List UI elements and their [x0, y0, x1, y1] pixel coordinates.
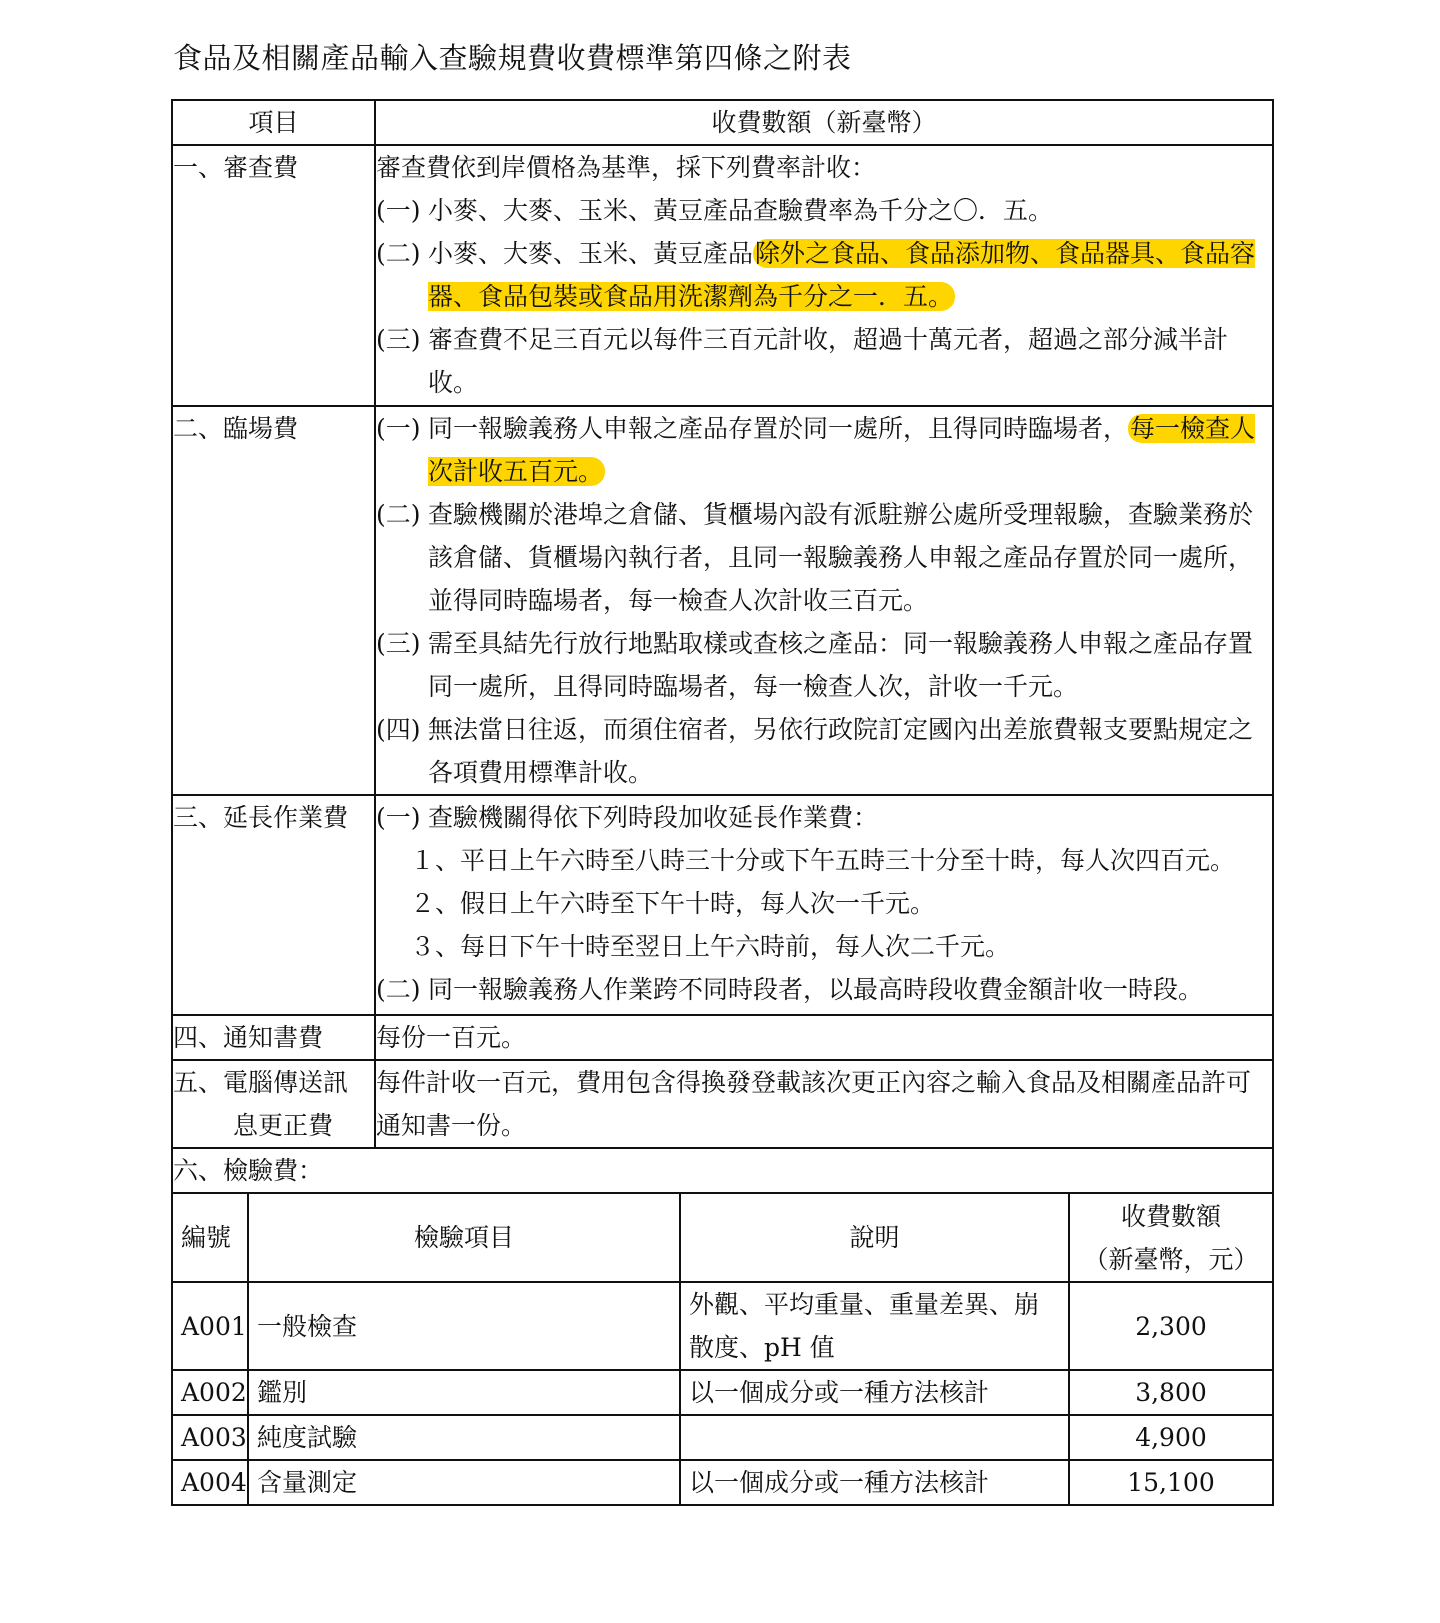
header-item: 項目 [172, 100, 375, 145]
row-fee: 2,300 [1069, 1282, 1272, 1370]
row-item: 純度試驗 [248, 1415, 680, 1460]
inspection-header-row [173, 1194, 1272, 1282]
section-label: 三、延長作業費 [172, 795, 375, 1015]
row-code: A004 [173, 1460, 248, 1504]
header-fee: 收費數額（新臺幣） [375, 100, 1273, 145]
section-notice-fee [172, 1015, 1273, 1060]
row-item: 鑑別 [248, 1370, 680, 1415]
list-item [376, 968, 1272, 1011]
table-row [173, 1415, 1272, 1460]
section-intro: 審查費依到岸價格為基準，採下列費率計收： [376, 153, 877, 182]
row-fee: 15,100 [1069, 1460, 1272, 1504]
inspection-table-row [172, 1193, 1273, 1505]
item-number: (四) [376, 715, 421, 744]
row-desc: 外觀、平均重量、重量差異、崩散度、pH 值 [680, 1282, 1069, 1370]
header-fee-unit: （新臺幣，元） [1083, 1244, 1259, 1274]
sub-item: １、平日上午六時至八時三十分或下午五時三十分至十時，每人次四百元。 [410, 846, 1236, 875]
header-item: 檢驗項目 [248, 1194, 680, 1282]
sub-item: ３、每日下午十時至翌日上午六時前，每人次二千元。 [410, 932, 1011, 961]
item-number: (二) [376, 239, 421, 268]
list-item [376, 407, 1272, 493]
section-text: 每份一百元。 [375, 1015, 1273, 1060]
section-inspection-fee [172, 1148, 1273, 1193]
item-text: 審查費不足三百元以每件三百元計收，超過十萬元者，超過之部分減半計收。 [428, 325, 1229, 397]
row-item: 一般檢查 [248, 1282, 680, 1370]
list-item [376, 318, 1272, 404]
row-fee: 3,800 [1069, 1370, 1272, 1415]
section-label: 二、臨場費 [172, 406, 375, 795]
item-text: 同一報驗義務人作業跨不同時段者，以最高時段收費金額計收一時段。 [428, 975, 1204, 1004]
item-text: 查驗機關於港埠之倉儲、貨櫃場內設有派駐辦公處所受理報驗，查驗業務於該倉儲、貨櫃場內執行者，且同一報驗義務人申報之產品存置於同一處所，並得同時臨場者，每一檢查人次計收三百元。 [428, 500, 1254, 615]
inspection-table [173, 1194, 1272, 1504]
item-text: 小麥、大麥、玉米、黃豆產品查驗費率為千分之〇．五。 [428, 196, 1054, 225]
highlighted-text: 每一檢查人次計收五百元。 [428, 414, 1256, 486]
list-item [376, 189, 1272, 232]
list-item [376, 796, 1272, 839]
table-row [173, 1460, 1272, 1504]
document-title: 食品及相關產品輸入查驗規費收費標準第四條之附表 [173, 41, 852, 75]
section-review-fee [172, 145, 1273, 406]
item-text: 小麥、大麥、玉米、黃豆產品 [428, 239, 754, 268]
section-label-cont: 息更正費 [233, 1111, 334, 1140]
section-onsite-fee [172, 406, 1273, 795]
list-item [376, 622, 1272, 708]
item-number: (二) [376, 500, 421, 529]
item-text: 查驗機關得依下列時段加收延長作業費： [428, 803, 879, 832]
item-number: (二) [376, 975, 421, 1004]
header-code: 編號 [173, 1194, 248, 1282]
row-code: A003 [173, 1415, 248, 1460]
row-code: A001 [173, 1282, 248, 1370]
section-label: 四、通知書費 [172, 1015, 375, 1060]
fee-table [171, 99, 1274, 1506]
item-text: 需至具結先行放行地點取樣或查核之產品：同一報驗義務人申報之產品存置同一處所，且得同時臨場者，每一檢查人次，計收一千元。 [428, 629, 1254, 701]
row-desc: 以一個成分或一種方法核計 [680, 1370, 1069, 1415]
list-item [376, 708, 1272, 794]
item-number: (一) [376, 414, 421, 443]
row-fee: 4,900 [1069, 1415, 1272, 1460]
section-label: 五、電腦傳送訊 [173, 1068, 349, 1097]
highlighted-text: 除外之食品、食品添加物、食品器具、食品容器、食品包裝或食品用洗潔劑為千分之一．五。 [428, 239, 1256, 311]
section-correction-fee [172, 1060, 1273, 1148]
item-number: (一) [376, 803, 421, 832]
row-item: 含量測定 [248, 1460, 680, 1504]
row-code: A002 [173, 1370, 248, 1415]
item-number: (三) [376, 325, 421, 354]
list-item [376, 493, 1272, 622]
section-label: 一、審查費 [172, 145, 375, 406]
section-overtime-fee [172, 795, 1273, 1015]
section-text: 每件計收一百元，費用包含得換發登載該次更正內容之輸入食品及相關產品許可通知書一份。 [375, 1060, 1273, 1148]
item-text: 無法當日往返，而須住宿者，另依行政院訂定國內出差旅費報支要點規定之各項費用標準計收。 [428, 715, 1254, 787]
header-fee: 收費數額 [1120, 1201, 1221, 1231]
item-number: (一) [376, 196, 421, 225]
table-row [173, 1370, 1272, 1415]
item-text: 同一報驗義務人申報之產品存置於同一處所，且得同時臨場者， [428, 414, 1129, 443]
table-header-row [172, 100, 1273, 145]
list-item [376, 232, 1272, 318]
item-number: (三) [376, 629, 421, 658]
section-label: 六、檢驗費： [172, 1148, 1273, 1193]
header-desc: 說明 [680, 1194, 1069, 1282]
table-row [173, 1282, 1272, 1370]
sub-item: ２、假日上午六時至下午十時，每人次一千元。 [410, 889, 936, 918]
row-desc: 以一個成分或一種方法核計 [680, 1460, 1069, 1504]
row-desc [680, 1415, 1069, 1460]
